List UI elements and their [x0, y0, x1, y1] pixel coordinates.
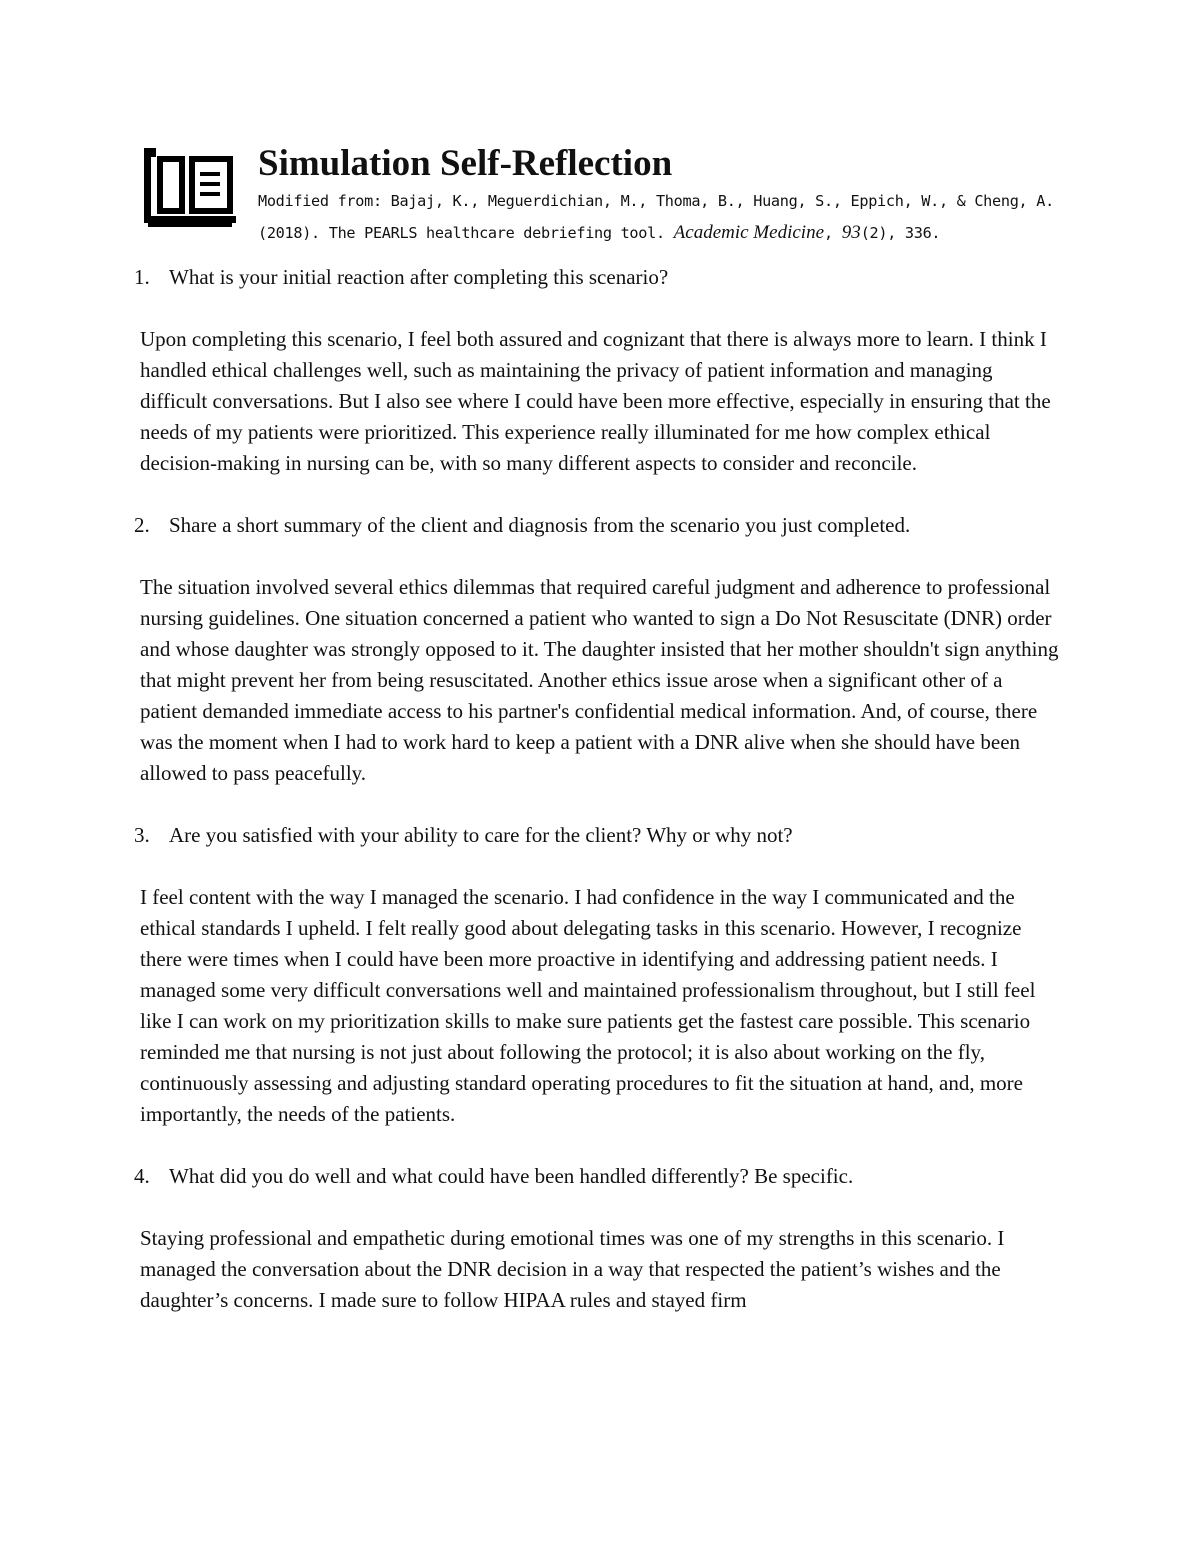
- question-3: [134, 820, 1074, 851]
- citation-pages: (2), 336.: [860, 224, 941, 242]
- question-4: [134, 1161, 1074, 1192]
- question-number: 3.: [134, 823, 150, 847]
- answer-3: I feel content with the way I managed the scenario. I had confidence in the way I communicated and the ethical standards I upheld. I felt really good about delegating tasks in this scenario. However, I recognize there were times when I could have been more proactive in identifying and addressing patient needs. I managed some very difficult conversations well and maintained professionalism throughout, but I still feel like I can work on my prioritization skills to make sure patients get the fastest care possible. This scenario reminded me that nursing is not just about following the protocol; it is also about working on the fly, continuously assessing and adjusting standard operating procedures to fit the situation at hand, and, more importantly, the needs of the patients.: [140, 885, 1036, 1126]
- question-text: Share a short summary of the client and diagnosis from the scenario you just completed.: [169, 513, 911, 537]
- answer-2: The situation involved several ethics dilemmas that required careful judgment and adherence to professional nursing guidelines. One situation concerned a patient who wanted to sign a Do Not Resuscitate (DNR) order and whose daughter was strongly opposed to it. The daughter insisted that her mother shouldn't sign anything that might prevent her from being resuscitated. Another ethics issue arose when a significant other of a patient demanded immediate access to his partner's confidential medical information. And, of course, there was the moment when I had to work hard to keep a patient with a DNR alive when she should have been allowed to pass peacefully.: [140, 575, 1059, 785]
- question-2: [134, 510, 1074, 541]
- book-icon: [140, 144, 240, 230]
- citation-separator: ,: [824, 224, 842, 242]
- document-header: [140, 142, 1070, 242]
- question-text: What did you do well and what could have been handled differently? Be specific.: [169, 1164, 854, 1188]
- question-text: Are you satisfied with your ability to care for the client? Why or why not?: [169, 823, 793, 847]
- question-number: 2.: [134, 513, 150, 537]
- question-number: 4.: [134, 1164, 150, 1188]
- citation-journal: Academic Medicine: [673, 222, 824, 243]
- answer-4: Staying professional and empathetic during emotional times was one of my strengths in this scenario. I managed the conversation about the DNR decision in a way that respected the patient’s wishes and the daughter’s concerns. I made sure to follow HIPAA rules and stayed firm: [140, 1226, 1005, 1312]
- citation: [258, 186, 1068, 249]
- document-title: Simulation Self-Reflection: [258, 143, 673, 184]
- citation-text: Modified from: Bajaj, K., Meguerdichian, M., Thoma, B., Huang, S., Eppich, W., & Cheng, A. (2018). The PEARLS healthcare debriefing tool.: [258, 192, 1054, 242]
- citation-volume: 93: [841, 222, 861, 243]
- question-number: 1.: [134, 265, 150, 289]
- question-1: [134, 262, 1074, 293]
- questions-list: [134, 262, 1074, 1347]
- question-text: What is your initial reaction after completing this scenario?: [169, 265, 669, 289]
- answer-1: Upon completing this scenario, I feel both assured and cognizant that there is always more to learn. I think I handled ethical challenges well, such as maintaining the privacy of patient information and managing difficult conversations. But I also see where I could have been more effective, especially in ensuring that the needs of my patients were prioritized. This experience really illuminated for me how complex ethical decision-making in nursing can be, with so many different aspects to consider and reconcile.: [140, 327, 1051, 475]
